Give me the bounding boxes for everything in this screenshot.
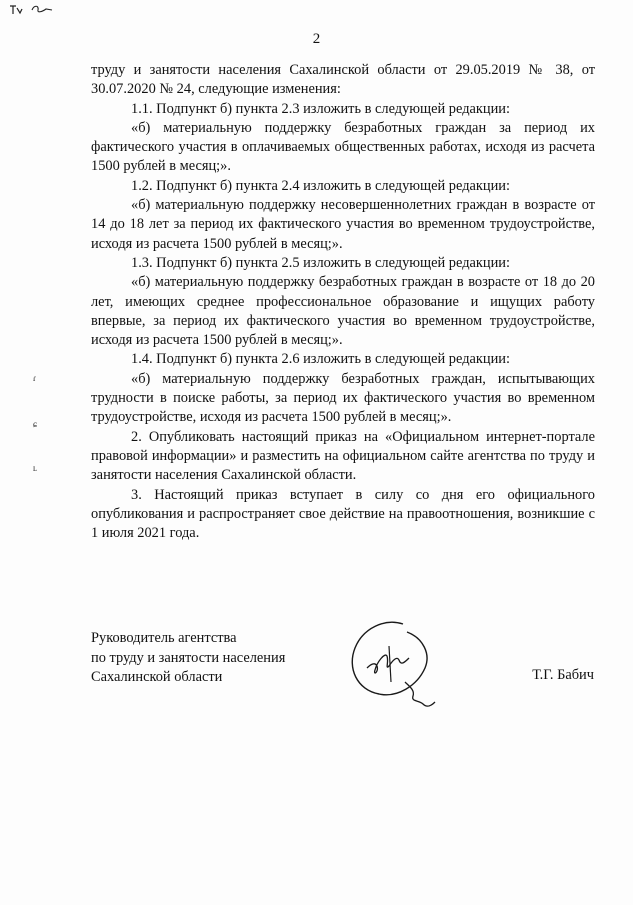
- paragraph: 1.2. Подпункт б) пункта 2.4 изложить в следующей редакции:: [131, 177, 510, 194]
- scan-artifact-mark: ʟ: [33, 463, 37, 473]
- paragraph: 1.1. Подпункт б) пункта 2.3 изложить в следующей редакции:: [131, 100, 510, 117]
- paragraph: 3. Настоящий приказ вступает в силу со дня его официального опубликования и распространяет свое действие на правоотношения, возникшие с 1 июля 2021 года.: [91, 486, 595, 542]
- signer-position: Руководитель агентства по труду и занятости населения Сахалинской области: [91, 630, 286, 685]
- page-number: 2: [312, 31, 321, 47]
- handwritten-signature: [345, 616, 445, 716]
- paragraph: 2. Опубликовать настоящий приказ на «Официальном интернет-портале правовой информации» и разместить на официальном сайте агентства по труду и занятости населения Сахалинской области.: [91, 428, 595, 484]
- signature-block: [91, 629, 595, 719]
- document-body: [91, 61, 595, 543]
- paragraph: «б) материальную поддержку безработных граждан за период их фактического участия в оплачиваемых общественных работах, исходя из расчета 1500 рублей в месяц;».: [91, 119, 595, 175]
- scan-artifact-mark: ɕ: [33, 419, 37, 429]
- signer-name: Т.Г. Бабич: [532, 667, 594, 683]
- paragraph: 1.3. Подпункт б) пункта 2.5 изложить в следующей редакции:: [131, 254, 510, 271]
- scan-artifact-mark: ɾ: [33, 373, 36, 383]
- paragraph: «б) материальную поддержку безработных граждан в возрасте от 18 до 20 лет, имеющих среднее профессиональное образование и ищущих работу впервые, за период их фактического участия во временном трудоустройстве, исходя из расчета 1500 рублей в месяц;».: [91, 274, 595, 349]
- scan-artifact-mark: [8, 3, 54, 17]
- paragraph: «б) материальную поддержку безработных граждан, испытывающих трудности в поиске работы, за период их фактического участия во временном трудоустройстве, исходя из расчета 1500 рублей в месяц;».: [91, 370, 595, 426]
- paragraph: «б) материальную поддержку несовершеннолетних граждан в возрасте от 14 до 18 лет за период их фактического участия во временном трудоустройстве, исходя из расчета 1500 рублей в месяц;».: [91, 197, 595, 252]
- paragraph: 1.4. Подпункт б) пункта 2.6 изложить в следующей редакции:: [131, 351, 510, 368]
- paragraph: труду и занятости населения Сахалинской области от 29.05.2019 № 38, от 30.07.2020 № 24, следующие изменения:: [91, 62, 595, 98]
